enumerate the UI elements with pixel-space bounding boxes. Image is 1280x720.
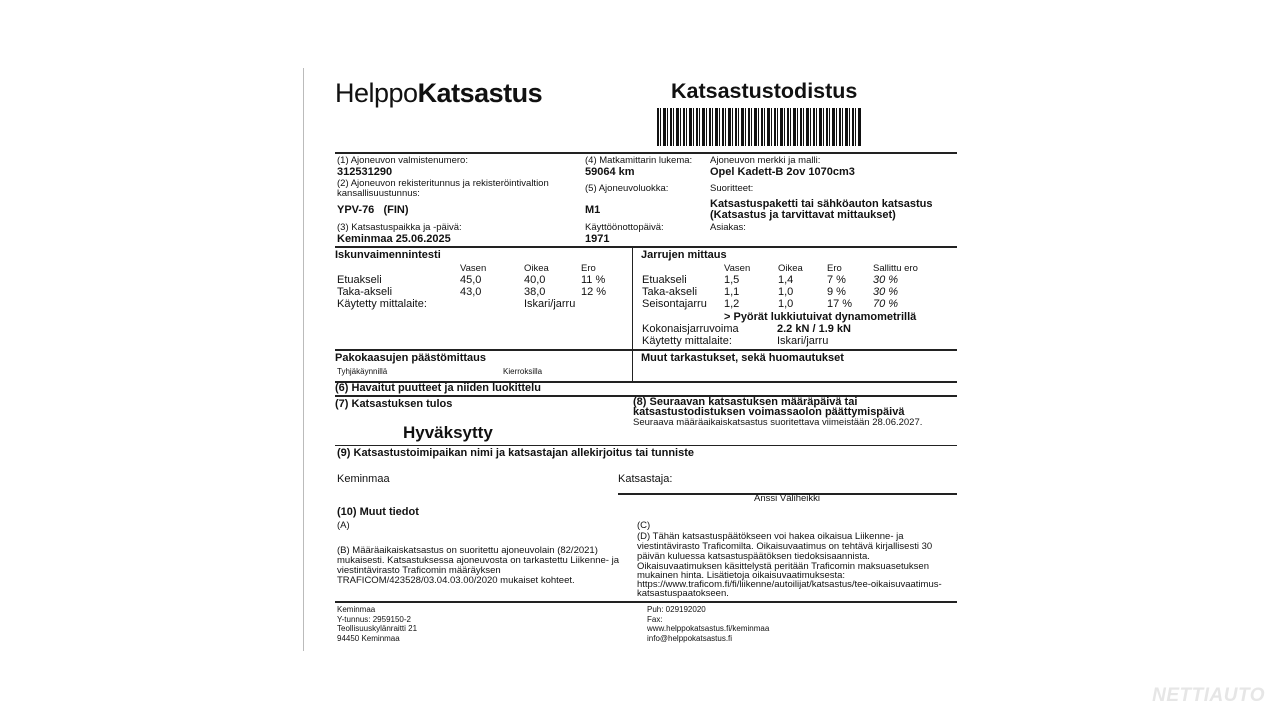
nettiauto-watermark: NETTIAUTO — [1152, 685, 1265, 706]
footer-right — [647, 605, 769, 643]
brakes-row-label: Seisontajarru — [642, 298, 707, 310]
divider — [335, 152, 957, 154]
footer-email[interactable]: info@helppokatsastus.fi — [647, 633, 733, 643]
footer-left-line: Keminmaa — [337, 605, 376, 614]
shock-header-diff: Ero — [581, 263, 596, 274]
misc-d-line: mukainen hinta. Lisätietoja oikaisuvaatimuksesta: — [637, 570, 846, 581]
next-inspection-text: Seuraava määräaikaiskatsastus suoritettava viimeistään 28.06.2027. — [633, 417, 923, 428]
class-label: (5) Ajoneuvoluokka: — [585, 183, 669, 194]
brakes-header-right: Oikea — [778, 263, 803, 274]
signature-title: (9) Katsastustoimipaikan nimi ja katsastajan allekirjoitus tai tunniste — [337, 447, 694, 459]
emissions-idle: Tyhjäkäynnillä — [337, 367, 388, 376]
place-value: Keminmaa 25.06.2025 — [337, 233, 451, 245]
misc-b-line: TRAFICOM/423528/03.04.03.00/2020 mukaiset kohteet. — [337, 575, 575, 586]
brakes-row-label: Etuakseli — [642, 274, 687, 286]
result-value: Hyväksytty — [403, 423, 493, 442]
footer-left-line: Teollisuuskylänraitti 21 — [337, 624, 418, 633]
helppokatsastus-logo: HelppoKatsastus — [335, 78, 543, 108]
reg-label-1: (2) Ajoneuvon rekisteritunnus ja rekisteröintivaltion — [337, 178, 549, 189]
brakes-row-left: 1,5 — [724, 274, 740, 286]
done-value-1: Katsastuspaketti tai sähköauton katsastus — [710, 198, 933, 210]
shock-row-label: Etuakseli — [337, 274, 382, 286]
brakes-row-right: 1,4 — [778, 274, 794, 286]
misc-d-line: päivän kuluessa katsastuspäätöksen tiedoksisaannista. — [637, 551, 870, 562]
misc-b-line: (B) Määräaikaiskatsastus on suoritettu ajoneuvolain (82/2021) — [337, 545, 598, 556]
brakes-device-label: Käytetty mittalaite: — [642, 335, 732, 347]
shock-row-diff: 11 % — [581, 274, 606, 286]
done-label: Suoritteet: — [710, 183, 754, 194]
brakes-row-label: Taka-akseli — [642, 286, 698, 298]
inspector-label: Katsastaja: — [618, 473, 673, 485]
document-title: Katsastustodistus — [671, 79, 858, 103]
brakes-row-diff: 17 % — [827, 298, 853, 310]
brakes-row-diff: 9 % — [827, 286, 846, 298]
misc-c: (C) — [637, 520, 651, 531]
shock-device-label: Käytetty mittalaite: — [337, 298, 427, 310]
brakes-header-allowed: Sallittu ero — [873, 263, 918, 274]
brakes-row-allowed: 30 % — [873, 286, 899, 298]
footer-left-line: Y-tunnus: 2959150-2 — [337, 614, 411, 624]
shock-row-label: Taka-akseli — [337, 286, 393, 298]
inspection-certificate — [335, 78, 957, 648]
place-label: (3) Katsastuspaikka ja -päivä: — [337, 222, 462, 233]
misc-title: (10) Muut tiedot — [337, 506, 419, 518]
divider — [335, 601, 957, 603]
next-inspection-title-2: katsastustodistuksen voimassaolon päättymispäivä — [633, 406, 905, 418]
footer-website[interactable]: www.helppokatsastus.fi/keminmaa — [647, 624, 770, 633]
brakes-header-diff: Ero — [827, 263, 842, 274]
make-value: Opel Kadett-B 2ov 1070cm3 — [710, 166, 855, 178]
reg-label-2: kansallisuustunnus: — [337, 188, 420, 199]
brakes-total-label: Kokonaisjarruvoima — [642, 323, 739, 335]
brakes-row-right: 1,0 — [778, 298, 794, 310]
next-inspection-title-1: (8) Seuraavan katsastuksen määräpäivä tai — [633, 396, 858, 408]
result-title: (7) Katsastuksen tulos — [335, 398, 453, 410]
footer-fax: Fax: — [647, 614, 663, 624]
customer-label: Asiakas: — [710, 222, 746, 233]
brakes-row-allowed: 30 % — [873, 274, 899, 286]
brakes-row-right: 1,0 — [778, 286, 794, 298]
divider — [335, 246, 957, 248]
footer-left-line: 94450 Keminmaa — [337, 633, 400, 643]
misc-d-line: katsastuspaatokseen. — [637, 588, 729, 599]
divider — [335, 445, 957, 446]
shock-header-right: Oikea — [524, 263, 549, 274]
shock-row-diff: 12 % — [581, 286, 607, 298]
page-left-edge — [303, 68, 304, 651]
odometer-label: (4) Matkamittarin lukema: — [585, 155, 693, 166]
footer-phone: Puh: 029192020 — [647, 605, 706, 614]
divider — [335, 349, 957, 351]
emissions-rpm: Kierroksilla — [503, 367, 543, 376]
shock-row-right: 38,0 — [524, 286, 546, 298]
misc-d-line: Oikaisuvaatimuksen käsittelystä peritään Traficomin maksuasetuksen — [637, 561, 929, 572]
done-value-2: (Katsastus ja tarvittavat mittaukset) — [710, 209, 896, 221]
shock-row-left: 43,0 — [460, 286, 482, 298]
reg-value: YPV-76 (FIN) — [337, 204, 409, 216]
intro-date-value: 1971 — [585, 233, 610, 245]
misc-b-line: mukaisesti. Katsastuksessa ajoneuvosta on tarkastettu Liikenne- ja — [337, 555, 619, 566]
shock-header-left: Vasen — [460, 263, 487, 274]
intro-date-label: Käyttöönottopäivä: — [585, 222, 664, 233]
misc-d-line: viestintävirasto Traficomilta. Oikaisuvaatimus on tehtävä kirjallisesti 30 — [637, 541, 933, 552]
inspector-name: Anssi Väliheikki — [754, 493, 820, 504]
class-value: M1 — [585, 204, 601, 216]
brakes-row-left: 1,1 — [724, 286, 740, 298]
shock-row-right: 40,0 — [524, 274, 546, 286]
brakes-title: Jarrujen mittaus — [641, 249, 727, 261]
defects-title: (6) Havaitut puutteet ja niiden luokittelu — [335, 382, 541, 394]
brakes-total-value: 2.2 kN / 1.9 kN — [777, 323, 851, 335]
misc-a: (A) — [337, 520, 350, 531]
make-label: Ajoneuvon merkki ja malli: — [710, 155, 821, 166]
odometer-value: 59064 km — [585, 166, 635, 178]
brakes-row-diff: 7 % — [827, 274, 846, 286]
barcode — [657, 108, 861, 146]
signature-place: Keminmaa — [337, 473, 390, 485]
brakes-note: > Pyörät lukkiutuivat dynamometrillä — [724, 311, 917, 323]
brakes-row-left: 1,2 — [724, 298, 740, 310]
shock-device-value: Iskari/jarru — [524, 298, 576, 310]
column-divider — [632, 247, 633, 381]
shock-title: Iskunvaimennintesti — [335, 249, 441, 261]
vin-label: (1) Ajoneuvon valmistenumero: — [337, 155, 468, 166]
misc-b-line: viestintävirasto Traficomin määräyksen — [337, 565, 501, 576]
other-checks-title: Muut tarkastukset, sekä huomautukset — [641, 352, 844, 364]
misc-d-line: https://www.traficom.fi/fi/liikenne/autoilijat/katsastus/tee-oikaisuvaatimus- — [637, 579, 942, 590]
footer-left — [337, 605, 417, 643]
shock-row-left: 45,0 — [460, 274, 482, 286]
emissions-title: Pakokaasujen päästömittaus — [335, 352, 487, 364]
misc-d-line: (D) Tähän katsastuspäätökseen voi hakea oikaisua Liikenne- ja — [637, 531, 904, 542]
brakes-row-allowed: 70 % — [873, 298, 899, 310]
brakes-device-value: Iskari/jarru — [777, 335, 829, 347]
brakes-header-left: Vasen — [724, 263, 751, 274]
vin-value: 312531290 — [337, 166, 393, 178]
